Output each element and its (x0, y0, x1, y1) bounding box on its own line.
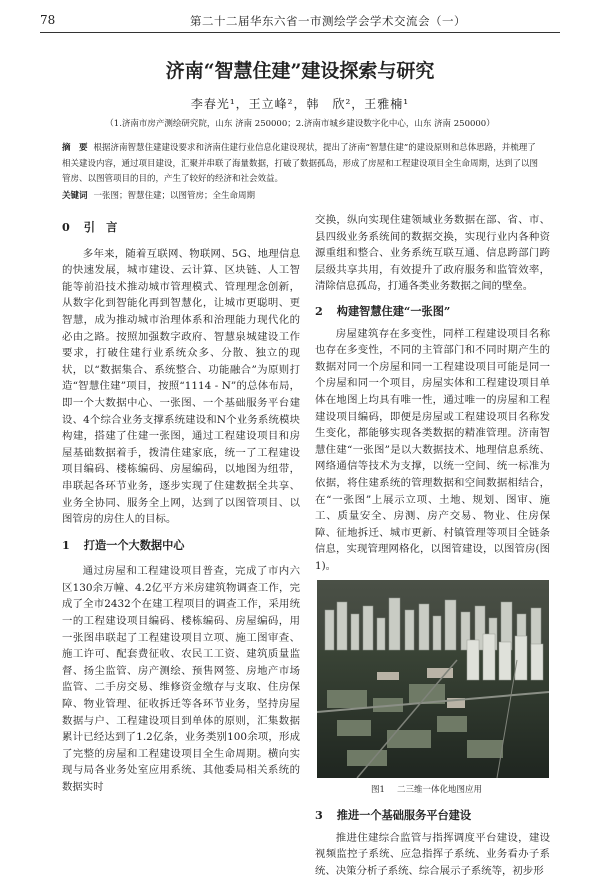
figure-3d-city-map (317, 580, 549, 778)
section-number: 0 (62, 220, 70, 234)
section-title: 引 言 (83, 220, 118, 234)
section-heading (62, 537, 300, 554)
section-heading (62, 219, 300, 236)
city-render-image (317, 580, 549, 778)
section-number: 3 (315, 808, 323, 823)
figure-caption (315, 782, 550, 799)
paper-authors: 李春光¹，王立峰²，韩 欣²，王雅楠¹ (190, 97, 410, 111)
body-paragraph: 推进住建综合监管与指挥调度平台建设，建设视频监控子系统、应急指挥子系统、业务看办子系统、决策分析子系统、综合展示子系统等，初步形 (315, 831, 550, 877)
body-paragraph: 通过房屋和工程建设项目普查，完成了市内六区130余万幢、4.2亿平方米房建筑物调查工作，完成了全市2432个在建工程项目的调查工作，采用统一的工程建设项目编码、楼栋编码、房屋编码，用一张图串联起了工程建设项目立项、施工图审查、施工许可、配套费征收、农民工工资、建筑质量监督、扬尘监管、房产测绘、预售网签、房地产市场监管、二手房交易、维修资金缴存与支取、住房保障、物业管理、征收拆迁等各环节业务，坚持房屋数据与户、工程建设项目到单体的原则，汇集数据累计已经达到了1.2亿条，业务类别100余项，形成了完整的房屋和工程建设项目全生命周期。横向实现与局各业务处室应用系统、其他委局相关系统的数据实时 (62, 565, 300, 793)
page-number: 78 (40, 13, 56, 27)
keywords-text: 一张图；智慧住建；以图管房；全生命周期 (93, 191, 256, 201)
body-paragraph: 多年来，随着互联网、物联网、5G、地理信息的快速发展，城市建设、云计算、区块链、人工智能等前沿技术推动城市管理模式、管理理念创新，从数字化到智能化再到智慧化，让城市更聪明、更智慧，成为推动城市治理体系和治理能力现代化的必由之路。按照加强数字政府、智慧泉城建设工作要求，打破住建行业系统众多、分散、独立的现状，以“数据集合、系统整合、功能融合”为原则打造“智慧住建”项目，按照“1114 - N”的总体布局，即一个大数据中心、一张图、一个基础服务平台建设、4个综合业务支撑系统建设和N个业务系统模块构建，搭建了住建一张图，通过工程建设项目和房屋基础数据着手，拨清住建家底，统一了工程建设项目编码、楼栋编码、房屋编码，以地图为纽带，串联起各环节业务，逐步实现了住建数据全共享、业务全协同、服务全上网，达到了以图管项目、以图管房的房住人的目标。 (62, 247, 300, 526)
section-title: 构建智慧住建“一张图” (336, 303, 451, 318)
running-title: 第二十二届华东六省一市测绘学会学术交流会（一） (190, 14, 466, 28)
section-title: 推进一个基础服务平台建设 (336, 808, 472, 823)
body-paragraph: 交换，纵向实现住建领域业务数据在部、省、市、县四级业务系统间的数据交换，实现行业内各种资源重组和整合、业务系统互联互通、信息跨部门跨层级共享共用，有效提升了政府服务和监管效率，清除信息孤岛，打通各类业务数据之间的壁垒。 (315, 214, 550, 293)
page-header (40, 10, 560, 33)
abstract-text: 根据济南智慧住建建设要求和济南住建行业信息化建设现状，提出了济南“智慧住建”的建设原则和总体思路，并梳理了相关建设内容，通过项目建设，汇聚并串联了海量数据，打破了数据孤岛，形成了房屋和工程建设项目全生命周期，达到了以图管房、以图管项目的目的，产生了较好的经济和社会效益。 (62, 143, 539, 184)
left-column (62, 214, 300, 796)
abstract (62, 141, 542, 188)
right-column (315, 212, 550, 879)
section-heading (315, 807, 550, 824)
paper-title: 济南“智慧住建”建设探索与研究 (165, 60, 435, 82)
section-number: 2 (315, 303, 323, 318)
figure-label: 图1 (371, 785, 385, 796)
body-paragraph: 房屋建筑存在多变性，同样工程建设项目名称也存在多变性，不同的主管部门和不同时期产生的数据对同一个房屋和同一工程建设项目可能是同一个房屋和同一个项目，房屋实体和工程建设项目单体在地图上均具有唯一性，通过唯一的房屋和工程建设项目编码，即便是房屋或工程建设项目名称发生变化，都能够实现各类数据的精准管理。济南智慧住建“一张图”是以大数据技术、地理信息系统、网络通信等技术为支撑，以统一空间、统一标准为依据，将住建系统的管理数据和空间数据相结合，在“一张图”上展示立项、土地、规划、图审、施工、质量安全、房测、房产交易、物业、住房保障、征地拆迁、城市更新、村镇管理等项目全链条信息，实现管理网格化，以图管建设，以图管房(图1)。 (315, 327, 550, 572)
figure-caption-text: 二三维一体化地图应用 (396, 785, 482, 796)
section-title: 打造一个大数据中心 (83, 537, 185, 552)
section-number: 1 (62, 537, 70, 552)
keywords-label: 关键词 (62, 191, 88, 201)
keywords (62, 189, 542, 203)
section-heading (315, 303, 550, 320)
paper-affiliation: （1.济南市房产测绘研究院，山东 济南 250000；2.济南市城乡建设数字化中心，山东 济南 250000） (105, 119, 495, 129)
abstract-label: 摘 要 (62, 143, 88, 153)
